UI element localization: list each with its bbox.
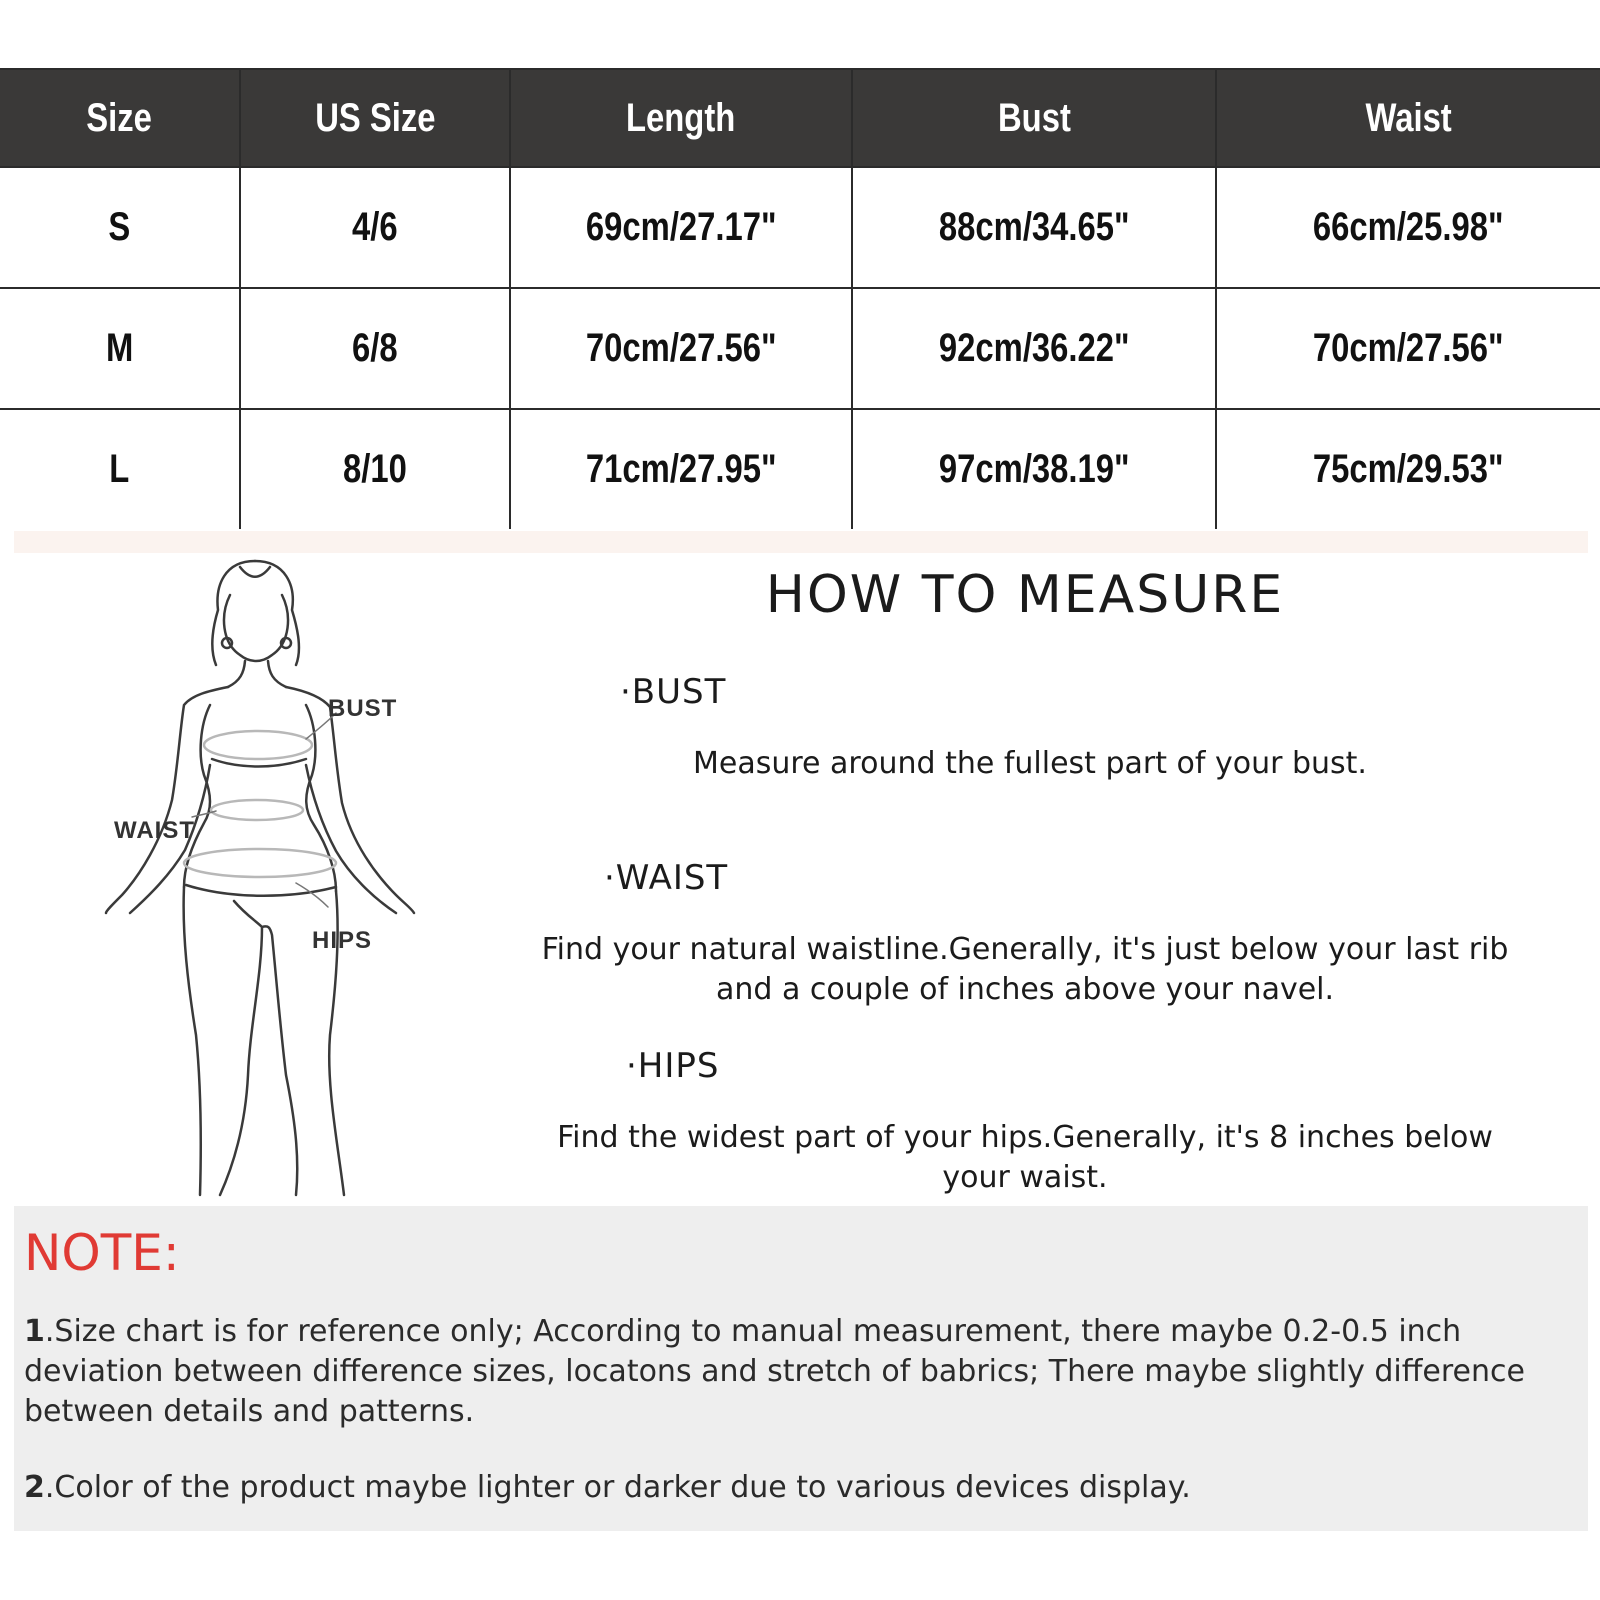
waist-heading: ·WAIST	[604, 858, 729, 898]
cell-us-size: 6/8	[240, 288, 510, 409]
cell-size: M	[0, 288, 240, 409]
bust-description: Measure around the fullest part of your bust.	[693, 746, 1367, 781]
header-us-size: US Size	[240, 69, 510, 167]
cell-waist: 66cm/25.98"	[1216, 167, 1600, 288]
header-bust: Bust	[852, 69, 1216, 167]
table-row	[0, 288, 1600, 409]
body-measurement-figure	[100, 555, 440, 1200]
header-length: Length	[510, 69, 852, 167]
note-box	[14, 1206, 1588, 1531]
waist-description: Find your natural waistline.Generally, it's just below your last rib and a couple of inches above your navel.	[541, 932, 1509, 1007]
how-to-measure-title: HOW TO MEASURE	[765, 565, 1285, 625]
hips-description: Find the widest part of your hips.Generally, it's 8 inches below your waist.	[557, 1120, 1493, 1195]
table-row	[0, 409, 1600, 529]
header-size: Size	[0, 69, 240, 167]
size-chart-table	[0, 68, 1600, 529]
bust-label: BUST	[328, 695, 398, 722]
note-number: 1	[24, 1314, 45, 1349]
note-number: 2	[24, 1470, 45, 1505]
cell-length: 71cm/27.95"	[510, 409, 852, 529]
cell-size: S	[0, 167, 240, 288]
cell-us-size: 4/6	[240, 167, 510, 288]
hips-label: HIPS	[312, 927, 373, 954]
note-item-2	[24, 1468, 1574, 1508]
cell-waist: 70cm/27.56"	[1216, 288, 1600, 409]
note-text: .Color of the product maybe lighter or darker due to various devices display.	[44, 1470, 1191, 1505]
cell-length: 70cm/27.56"	[510, 288, 852, 409]
waist-label: WAIST	[114, 817, 195, 844]
hips-heading: ·HIPS	[626, 1046, 720, 1086]
cell-size: L	[0, 409, 240, 529]
cell-us-size: 8/10	[240, 409, 510, 529]
note-item-1	[24, 1312, 1574, 1432]
note-title: NOTE:	[24, 1224, 180, 1282]
cell-bust: 97cm/38.19"	[852, 409, 1216, 529]
section-divider	[14, 531, 1588, 553]
note-text: .Size chart is for reference only; According to manual measurement, there maybe 0.2-0.5 inch deviation between difference sizes, locatons and stretch of babrics; There maybe slightly difference between details and patterns.	[24, 1314, 1525, 1429]
header-waist: Waist	[1216, 69, 1600, 167]
table-row	[0, 167, 1600, 288]
cell-length: 69cm/27.17"	[510, 167, 852, 288]
cell-waist: 75cm/29.53"	[1216, 409, 1600, 529]
table-header-row	[0, 69, 1600, 167]
bust-heading: ·BUST	[620, 672, 727, 712]
cell-bust: 92cm/36.22"	[852, 288, 1216, 409]
cell-bust: 88cm/34.65"	[852, 167, 1216, 288]
body-outline-illustration	[100, 555, 440, 1200]
